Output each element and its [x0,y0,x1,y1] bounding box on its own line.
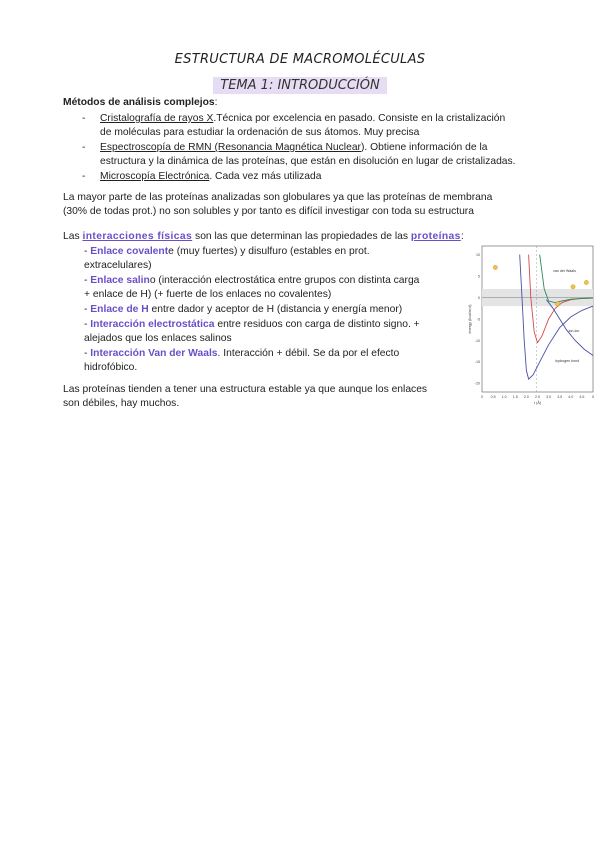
interaction-dash: - [84,319,91,330]
interaction-desc-line2: alejados que los enlaces salinos [84,333,232,344]
methods-heading-colon: : [214,97,218,108]
proteinas-link: proteínas [410,231,461,242]
interaction-desc-line2: extracelulares) [84,260,152,271]
method-name: Espectroscopía de RMN (Resonancia Magnética Nuclear [100,142,361,153]
interaction-name: Enlace salin [90,275,150,286]
paragraph-line: Las proteínas tienden a tener una estructura estable ya que aunque los enlaces [63,384,428,395]
paragraph-line: (30% de todas prot.) no son solubles y por tanto es difícil investigar con toda su estructura [63,206,474,217]
interaction-item [84,303,464,317]
interaction-desc: e (muy fuertes) y disulfuro (estables en prot. [168,246,370,257]
molecule-icon [584,280,588,284]
x-tick-label: 3.0 [546,395,552,399]
x-tick-label: 2.5 [535,395,540,399]
interaction-item [84,245,464,273]
x-tick-label: 5 [592,395,594,399]
interaction-item [84,318,464,346]
x-tick-label: 3.5 [557,395,563,399]
method-desc-line2: de moléculas para estudiar la ordenación de sus átomos. Muy precisa [100,127,420,138]
molecule-icon [555,302,559,306]
method-item-dash: - [82,142,86,153]
x-tick-label: 0 [481,395,483,399]
y-tick-label: 10 [476,252,480,257]
interaction-name: Interacción Van der Waals [90,348,218,359]
molecule-icon [493,265,497,269]
x-tick-label: 4.0 [568,395,574,399]
method-item-dash: - [82,171,86,182]
energy-chart [466,240,596,406]
interaction-desc-line2: hidrofóbico. [84,362,138,373]
interaction-desc: . Interacción + débil. Se da por el efecto [217,348,400,359]
interacciones-link: interacciones físicas [82,231,193,242]
y-tick-label: 0 [478,295,480,300]
method-desc: . Cada vez más utilizada [209,171,322,182]
interaction-desc-line2: + enlace de H) (+ fuerte de los enlaces no covalentes) [84,289,332,300]
paragraph-line: son débiles, hay muchos. [63,398,180,409]
method-item-dash: - [82,113,86,124]
interaction-name: Enlace covalent [90,246,169,257]
method-desc: ). Obtiene información de la [360,142,488,153]
y-tick-label: -15 [474,360,480,365]
interaction-dash: - [84,348,91,359]
interaction-item [84,274,464,302]
interaction-name: Enlace de H [90,304,149,315]
paragraph-stability [63,383,463,411]
interaction-name: Interacción electrostática [90,319,215,330]
interaction-desc: entre residuos con carga de distinto signo. + [214,319,420,330]
y-tick-label: 5 [478,274,480,279]
interaction-dash: - [84,246,91,257]
interaction-desc: entre dador y aceptor de H (distancia y energía menor) [148,304,403,315]
method-item [100,112,570,140]
y-tick-label: -10 [474,338,480,343]
method-item [100,170,570,184]
molecule-icon [571,285,575,289]
intro-text: son las que determinan las propiedades de las [192,231,411,242]
curve-label: ion-ion [568,328,580,333]
intro-text: Las [63,231,83,242]
methods-heading-text: Métodos de análisis complejos [63,97,215,108]
y-tick-label: -20 [474,381,480,386]
interaction-dash: - [84,304,91,315]
method-item [100,141,570,169]
page-subtitle: TEMA 1: INTRODUCCIÓN [213,77,386,94]
page-title: ESTRUCTURA DE MACROMOLÉCULAS [174,52,426,67]
x-tick-label: 1.0 [501,395,507,399]
x-axis-label: r (Å) [533,401,542,405]
x-tick-label: 1.5 [512,395,518,399]
method-desc-line2: estructura y la dinámica de las proteínas, que están en disolución en lugar de cristalizadas. [100,156,516,167]
curve-label: hydrogen bond [555,358,580,363]
method-name: Microscopía Electrónica [100,171,210,182]
methods-heading [63,96,218,110]
curve-label: van der Waals [553,268,576,273]
subtitle-wrap [0,76,600,94]
interaction-dash: - [84,275,91,286]
x-tick-label: 2.0 [523,395,529,399]
method-desc: .Técnica por excelencia en pasado. Consiste en la cristalización [213,113,506,124]
y-tick-label: -5 [476,317,480,322]
paragraph-globular [63,191,563,219]
x-tick-label: 4.5 [579,395,585,399]
method-name: Cristalografía de rayos X [100,113,214,124]
paragraph-line: La mayor parte de las proteínas analizadas son globulares ya que las proteínas de membrana [63,192,493,203]
plot-frame [482,246,593,392]
y-axis-label: energy (kcal/mol) [468,304,472,334]
x-tick-label: 0.5 [490,395,496,399]
interaction-desc: o (interacción electrostática entre grupos con distinta carga [149,275,420,286]
interaction-item [84,347,464,375]
intro-text: : [460,231,464,242]
